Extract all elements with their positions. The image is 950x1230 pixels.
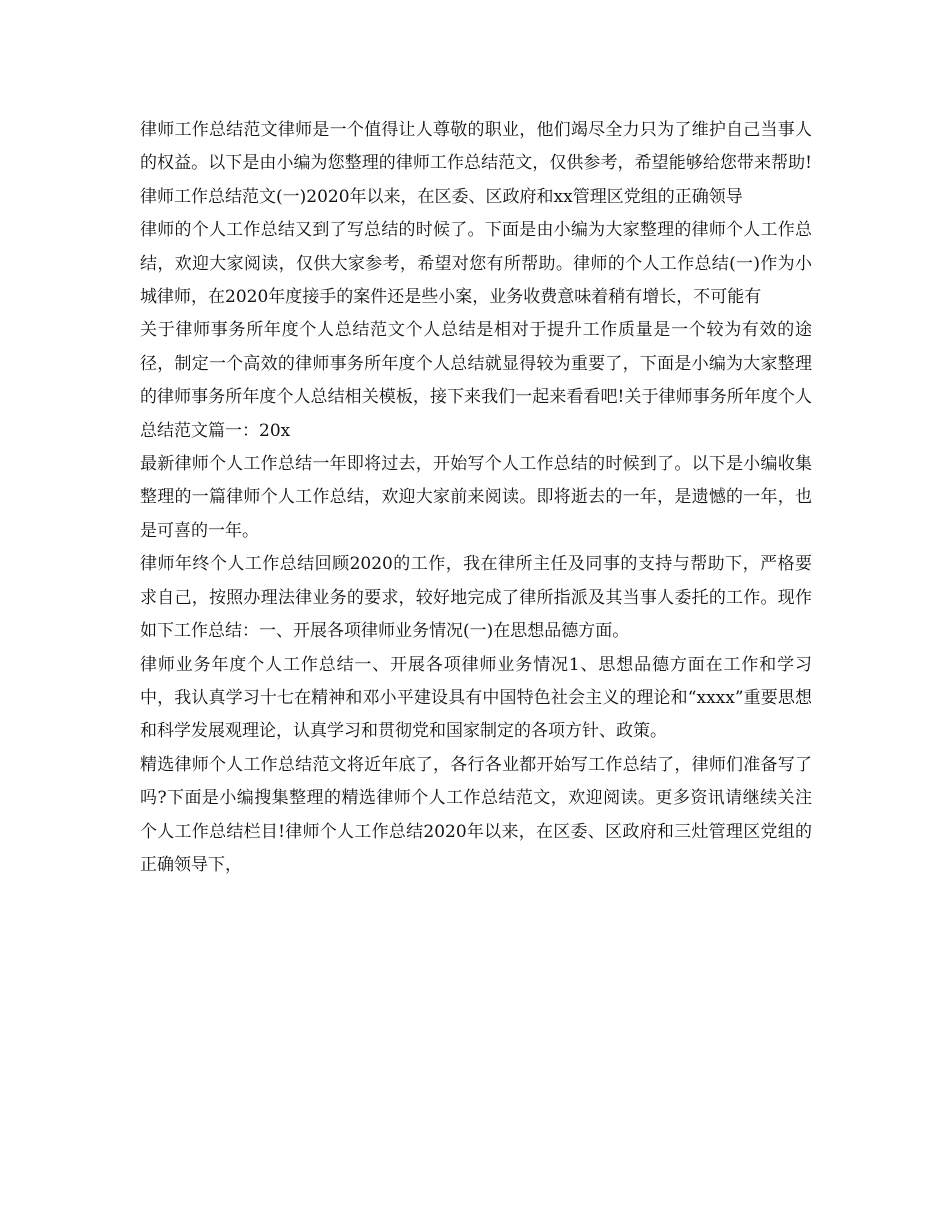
- paragraph-law-firm-annual-summary: 关于律师事务所年度个人总结范文个人总结是相对于提升工作质量是一个较为有效的途径，制定一个高效的律师事务所年度个人总结就显得较为重要了，下面是小编为大家整理的律师事务所年度个人总结相关模板，接下来我们一起来看看吧!关于律师事务所年度个人总结范文篇一：20x: [140, 320, 812, 441]
- paragraph-selected-summary: 精选律师个人工作总结范文将近年底了，各行各业都开始写工作总结了，律师们准备写了吗?下面是小编搜集整理的精选律师个人工作总结范文，欢迎阅读。更多资讯请继续关注个人工作总结栏目!律师个人工作总结2020年以来，在区委、区政府和三灶管理区党组的正确领导下，: [140, 754, 812, 875]
- paragraph-business-annual-summary: 律师业务年度个人工作总结一、开展各项律师业务情况1、思想品德方面在工作和学习中，我认真学习十七在精神和邓小平建设具有中国特色社会主义的理论和“xxxx”重要思想和科学发展观理论，认真学习和贯彻党和国家制定的各项方针、政策。: [140, 654, 812, 742]
- paragraph-year-end-summary: 律师年终个人工作总结回顾2020的工作，我在律所主任及同事的支持与帮助下，严格要求自己，按照办理法律业务的要求，较好地完成了律所指派及其当事人委托的工作。现作如下工作总结：一、开展各项律师业务情况(一)在思想品德方面。: [140, 554, 812, 642]
- paragraph-personal-summary: 律师的个人工作总结又到了写总结的时候了。下面是由小编为大家整理的律师个人工作总结，欢迎大家阅读，仅供大家参考，希望对您有所帮助。律师的个人工作总结(一)作为小城律师，在2020年度接手的案件还是些小案，业务收费意味着稍有增长，不可能有: [140, 220, 812, 308]
- document-body: [140, 114, 812, 882]
- paragraph-latest-personal-summary: 最新律师个人工作总结一年即将过去，开始写个人工作总结的时候到了。以下是小编收集整理的一篇律师个人工作总结，欢迎大家前来阅读。即将逝去的一年，是遗憾的一年，也是可喜的一年。: [140, 454, 812, 541]
- paragraph-lawyer-work-summary: 律师工作总结范文律师是一个值得让人尊敬的职业，他们竭尽全力只为了维护自己当事人的权益。以下是由小编为您整理的律师工作总结范文，仅供参考，希望能够给您带来帮助!律师工作总结范文(一)2020年以来，在区委、区政府和xx管理区党组的正确领导: [140, 120, 812, 207]
